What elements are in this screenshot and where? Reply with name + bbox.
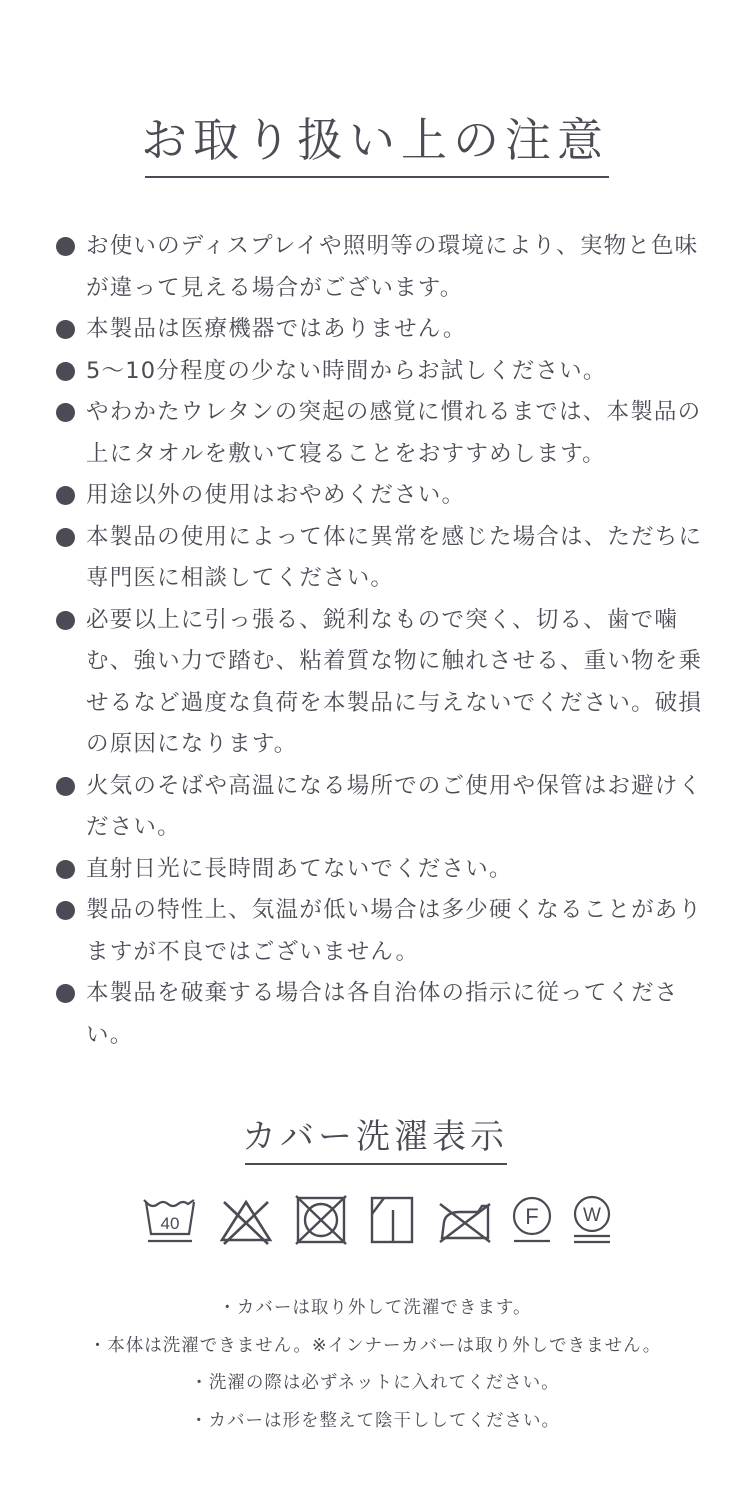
- bullet-icon: [56, 486, 75, 505]
- laundry-title-underline: [245, 1163, 507, 1165]
- no-bleach-icon: [216, 1190, 276, 1250]
- caution-item: 必要以上に引っ張る、鋭利なもので突く、切る、歯で噛む、強い力で踏む、粘着質な物に触れさせる、重い物を乗せるなど過度な負荷を本製品に与えないでください。破損の原因になります。: [56, 600, 706, 766]
- caution-item: 本製品の使用によって体に異常を感じた場合は、ただちに専門医に相談してください。: [56, 517, 706, 600]
- bullet-icon: [56, 777, 75, 796]
- bullet-icon: [56, 860, 75, 879]
- laundry-note: ・洗濯の際は必ずネットに入れてください。: [190, 1373, 560, 1393]
- title-underline: [145, 176, 609, 178]
- laundry-symbols: [0, 1190, 750, 1250]
- caution-item: お使いのディスプレイや照明等の環境により、実物と色味が違って見える場合がございます。: [56, 226, 706, 309]
- wash-temp-label: 40: [160, 1214, 180, 1233]
- caution-item: 用途以外の使用はおやめください。: [56, 475, 706, 517]
- laundry-note: ・カバーは形を整えて陰干ししてください。: [190, 1410, 560, 1431]
- laundry-notes: [0, 1290, 750, 1440]
- laundry-note: ・本体は洗濯できません。※インナーカバーは取り外しできません。: [88, 1335, 662, 1356]
- laundry-note: ・カバーは取り外して洗濯できます。: [218, 1298, 532, 1318]
- dry-clean-f-label: F: [525, 1204, 539, 1229]
- wash-40-icon: [140, 1190, 200, 1250]
- bullet-icon: [56, 984, 75, 1003]
- caution-item: 本製品は医療機器ではありません。: [56, 309, 706, 351]
- caution-item: 製品の特性上、気温が低い場合は多少硬くなることがありますが不良ではございません。: [56, 890, 706, 973]
- bullet-icon: [56, 237, 75, 256]
- wet-clean-w-label: W: [583, 1205, 601, 1226]
- bullet-icon: [56, 611, 75, 630]
- bullet-icon: [56, 403, 75, 422]
- caution-item: やわかたウレタンの突起の感覚に慣れるまでは、本製品の上にタオルを敷いて寝ることをおすすめします。: [56, 392, 706, 475]
- no-tumble-dry-icon: [292, 1190, 352, 1250]
- dry-clean-f-icon: [508, 1190, 556, 1250]
- bullet-icon: [56, 320, 75, 339]
- page-title: お取り扱い上の注意: [141, 113, 609, 167]
- caution-item: 5〜10分程度の少ない時間からお試しください。: [56, 351, 706, 393]
- line-dry-shade-icon: [368, 1190, 416, 1250]
- bullet-icon: [56, 901, 75, 920]
- laundry-title: カバー洗濯表示: [242, 1117, 508, 1157]
- no-iron-icon: [434, 1190, 494, 1250]
- bullet-icon: [56, 362, 75, 381]
- bullet-icon: [56, 528, 75, 547]
- caution-item: 直射日光に長時間あてないでください。: [56, 849, 706, 891]
- wet-clean-w-icon: [568, 1190, 616, 1250]
- caution-item: 本製品を破棄する場合は各自治体の指示に従ってください。: [56, 973, 706, 1056]
- caution-item: 火気のそばや高温になる場所でのご使用や保管はお避けください。: [56, 766, 706, 849]
- caution-list: [56, 226, 706, 1056]
